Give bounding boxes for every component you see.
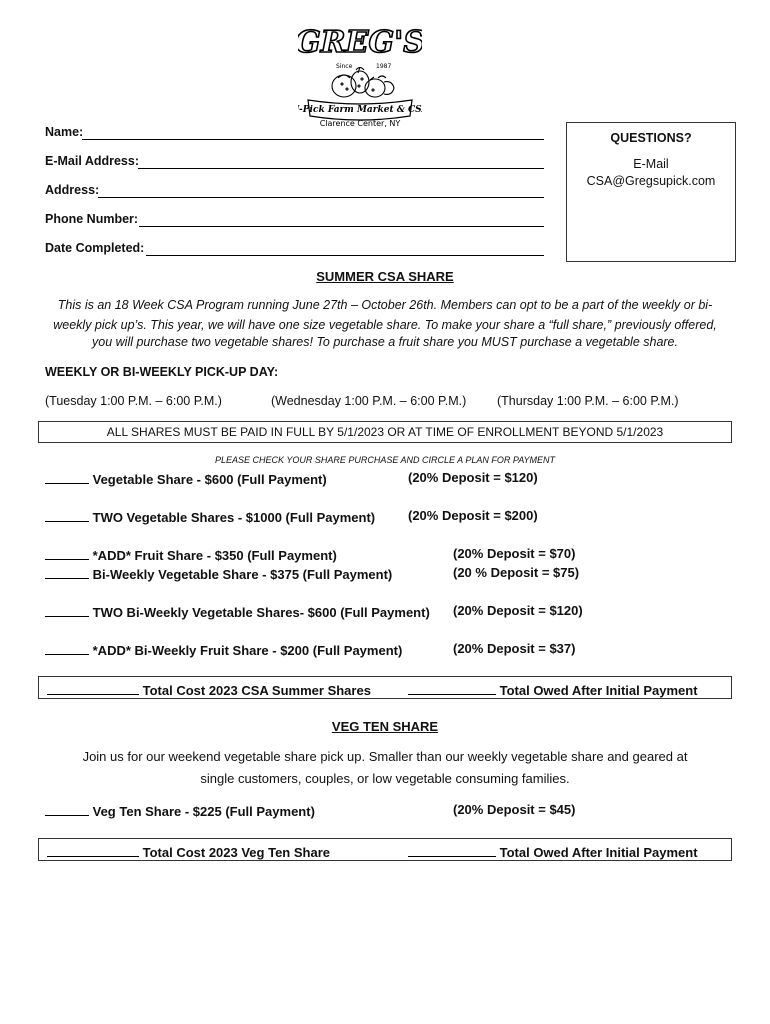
- summer-total-cost-field[interactable]: [47, 681, 139, 695]
- option-row: [45, 565, 392, 582]
- phone-field[interactable]: [139, 226, 544, 227]
- pickup-wednesday[interactable]: (Wednesday 1:00 P.M. – 6:00 P.M.): [271, 394, 467, 408]
- logo-title: GREG'S: [298, 25, 422, 60]
- option-checkbox-fruit[interactable]: [45, 546, 89, 560]
- summer-totals-box: [38, 676, 732, 699]
- address-field[interactable]: [98, 197, 544, 198]
- option-label: Bi-Weekly Vegetable Share - $375 (Full Payment): [92, 567, 393, 582]
- option-label: TWO Vegetable Shares - $1000 (Full Payment): [92, 510, 376, 525]
- option-checkbox-vegetable[interactable]: [45, 470, 89, 484]
- payment-deadline-notice: [38, 421, 732, 443]
- farm-logo: [298, 18, 422, 130]
- vegten-total-owed-field[interactable]: [408, 843, 496, 857]
- summer-intro-line-1: This is an 18 Week CSA Program running June 27th – October 26th. Members can opt to be a part of the weekly or bi-: [57, 298, 713, 312]
- phone-label: Phone Number:: [45, 212, 139, 226]
- summer-heading: SUMMER CSA SHARE: [316, 269, 454, 284]
- vegten-total-owed-label: Total Owed After Initial Payment: [499, 845, 698, 860]
- name-label: Name:: [45, 125, 84, 139]
- address-label: Address:: [45, 183, 100, 197]
- summer-intro-line-3: you will purchase two vegetable shares! To purchase a fruit share you MUST purchase a vegetable share.: [92, 335, 678, 349]
- option-deposit[interactable]: (20 % Deposit = $75): [453, 565, 580, 580]
- vegten-total-cost: [47, 843, 330, 860]
- logo-year: 1987: [376, 63, 392, 70]
- date-label: Date Completed:: [45, 241, 145, 255]
- option-row: [45, 508, 375, 525]
- option-label: *ADD* Bi-Weekly Fruit Share - $200 (Full Payment): [92, 643, 403, 658]
- summer-total-cost: [47, 681, 371, 698]
- date-completed-field[interactable]: [146, 255, 544, 256]
- option-deposit[interactable]: (20% Deposit = $200): [408, 508, 538, 523]
- logo-location: Clarence Center, NY: [319, 119, 401, 128]
- email-field[interactable]: [138, 168, 544, 169]
- check-purchase-note: PLEASE CHECK YOUR SHARE PURCHASE AND CIRCLE A PLAN FOR PAYMENT: [214, 455, 556, 465]
- pickup-thursday[interactable]: (Thursday 1:00 P.M. – 6:00 P.M.): [497, 394, 679, 408]
- questions-title: QUESTIONS?: [610, 131, 692, 145]
- questions-box: [566, 122, 736, 262]
- option-checkbox-biweekly-vegetable[interactable]: [45, 565, 89, 579]
- option-deposit[interactable]: (20% Deposit = $120): [408, 470, 538, 485]
- summer-total-owed: [408, 681, 698, 698]
- vegten-total-owed: [408, 843, 698, 860]
- option-checkbox-two-vegetable[interactable]: [45, 508, 89, 522]
- pickup-tuesday[interactable]: (Tuesday 1:00 P.M. – 6:00 P.M.): [45, 394, 222, 408]
- vegten-heading: VEG TEN SHARE: [331, 719, 439, 734]
- questions-email[interactable]: CSA@Gregsupick.com: [586, 174, 716, 188]
- produce-illustration: [332, 67, 394, 97]
- vegten-total-cost-field[interactable]: [47, 843, 139, 857]
- vegten-totals-box: [38, 838, 732, 861]
- vegten-total-cost-label: Total Cost 2023 Veg Ten Share: [142, 845, 330, 860]
- option-row: [45, 802, 315, 819]
- option-label: Veg Ten Share - $225 (Full Payment): [92, 804, 315, 819]
- summer-total-owed-label: Total Owed After Initial Payment: [499, 683, 698, 698]
- option-label: *ADD* Fruit Share - $350 (Full Payment): [92, 548, 337, 563]
- option-checkbox-two-biweekly-vegetable[interactable]: [45, 603, 89, 617]
- vegten-intro-line-2: single customers, couples, or low vegetable consuming families.: [200, 771, 570, 786]
- vegten-intro-line-1: Join us for our weekend vegetable share pick up. Smaller than our weekly vegetable share and geared at: [82, 749, 688, 764]
- pickup-day-label: WEEKLY OR BI-WEEKLY PICK-UP DAY:: [45, 365, 279, 379]
- summer-total-cost-label: Total Cost 2023 CSA Summer Shares: [142, 683, 371, 698]
- option-deposit[interactable]: (20% Deposit = $120): [453, 603, 583, 618]
- payment-deadline-text: ALL SHARES MUST BE PAID IN FULL BY 5/1/2023 OR AT TIME OF ENROLLMENT BEYOND 5/1/2023: [106, 425, 664, 439]
- email-label: E-Mail Address:: [45, 154, 140, 168]
- logo-since: Since: [336, 63, 353, 70]
- option-deposit[interactable]: (20% Deposit = $45): [453, 802, 576, 817]
- option-row: [45, 546, 337, 563]
- option-label: TWO Bi-Weekly Vegetable Shares- $600 (Full Payment): [92, 605, 430, 620]
- option-checkbox-biweekly-fruit[interactable]: [45, 641, 89, 655]
- option-row: [45, 470, 327, 487]
- option-label: Vegetable Share - $600 (Full Payment): [92, 472, 327, 487]
- summer-total-owed-field[interactable]: [408, 681, 496, 695]
- summer-intro-line-2: weekly pick up’s. This year, we will have one size vegetable share. To make your share a “full share,” previously offered,: [53, 318, 717, 332]
- option-deposit[interactable]: (20% Deposit = $70): [453, 546, 576, 561]
- option-deposit[interactable]: (20% Deposit = $37): [453, 641, 576, 656]
- logo-graphic: [298, 18, 422, 130]
- option-checkbox-veg-ten[interactable]: [45, 802, 89, 816]
- questions-email-label: E-Mail: [633, 157, 669, 171]
- option-row: [45, 641, 402, 658]
- logo-subtitle: U-Pick Farm Market & CSA: [298, 105, 422, 115]
- option-row: [45, 603, 430, 620]
- name-field[interactable]: [82, 139, 544, 140]
